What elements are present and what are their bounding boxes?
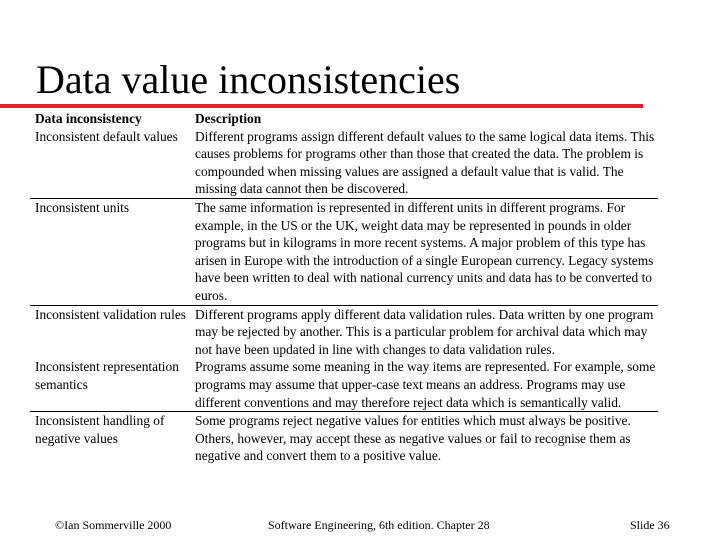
row-description: Some programs reject negative values for entities which must always be positive. Others, however, may accept these as negative values or fail to recognise them as negative and convert them to a positive value. [190,412,658,465]
row-description: Different programs apply different data validation rules. Data written by one program may be rejected by another. This is a particular problem for archival data which may not have been updated in line with changes to data validation rules. [190,305,658,358]
header-description: Description [195,111,262,126]
row-name: Inconsistent handling of negative values [30,412,190,465]
slide-title: Data value inconsistencies [36,57,461,102]
row-description: Programs assume some meaning in the way items are represented. For example, some programs may assume that upper-case text means an address. Programs may use different conventions and may therefore reject data which is semantically valid. [195,359,656,410]
footer-copyright: ©Ian Sommerville 2000 [55,518,172,532]
header-inconsistency: Data inconsistency [35,111,142,126]
table-header-row [30,110,658,128]
row-description: The same information is represented in different units in different programs. For example, in the US or the UK, weight data may be represented in pounds in older programs but in kilograms in more recent systems. A major problem of this type has arisen in Europe with the introduction of a single European currency. Legacy systems have been written to deal with national currency units and data has to be converted to euros. [190,198,658,305]
table-row [30,128,658,199]
table-row [30,305,658,358]
row-name: Inconsistent validation rules [30,305,190,358]
title-rule [0,104,643,108]
row-name: Inconsistent default values [35,128,178,144]
footer-slide-number: Slide 36 [630,518,670,532]
row-name: Inconsistent representation semantics [35,359,179,392]
inconsistency-table [30,110,658,465]
table-row [30,412,658,465]
table-row [30,358,658,411]
table-row [30,198,658,305]
row-name: Inconsistent units [30,198,190,305]
footer-book: Software Engineering, 6th edition. Chapter 28 [268,518,490,532]
row-description: Different programs assign different default values to the same logical data items. This causes problems for programs other than those that created the data. The problem is compounded when missing values are assigned a default value that is valid. The missing data cannot then be discovered. [195,128,655,197]
